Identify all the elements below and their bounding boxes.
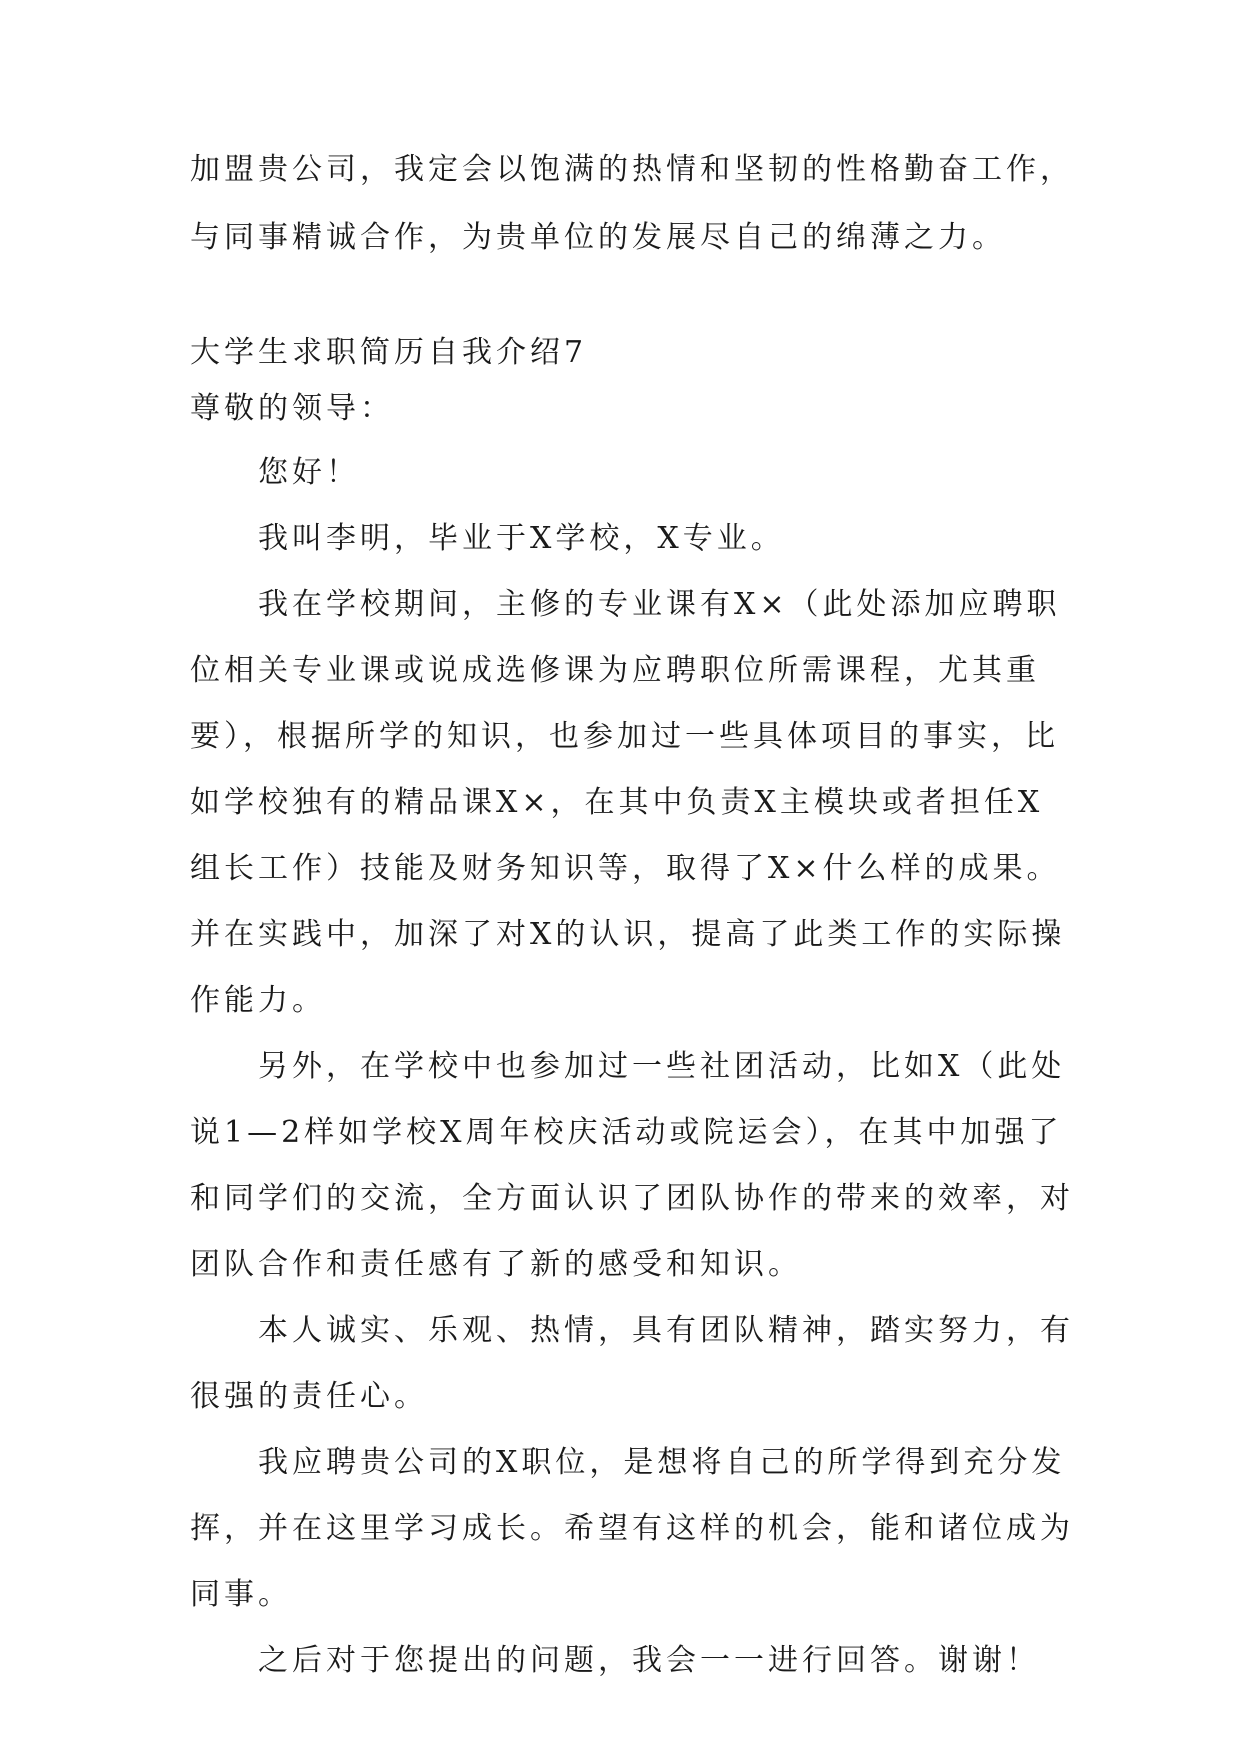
para-position-line-3: 同事。 [190,1577,292,1612]
para-position-line-1: 我应聘贵公司的X职位，是想将自己的所学得到充分发 [258,1445,1066,1480]
para-intro: 我叫李明，毕业于X学校，X专业。 [258,521,785,556]
para-character-line-1: 本人诚实、乐观、热情，具有团队精神，踏实努力，有 [258,1313,1074,1348]
para-activities-line-1: 另外，在学校中也参加过一些社团活动，比如X（此处 [258,1049,1066,1084]
para-closing: 之后对于您提出的问题，我会一一进行回答。谢谢！ [258,1643,1040,1678]
para-courses-line-2: 位相关专业课或说成选修课为应聘职位所需课程，尤其重 [190,653,1040,688]
para-character-line-2: 很强的责任心。 [190,1379,428,1414]
para-courses-line-1: 我在学校期间，主修的专业课有X×（此处添加应聘职 [258,587,1061,622]
greeting: 您好！ [258,455,360,490]
para-courses-line-3: 要），根据所学的知识，也参加过一些具体项目的事实，比 [190,719,1059,754]
salutation: 尊敬的领导： [190,391,394,426]
para-activities-line-2: 说1—2样如学校X周年校庆活动或院运会），在其中加强了 [190,1115,1063,1150]
para-activities-line-4: 团队合作和责任感有了新的感受和知识。 [190,1247,802,1282]
para-activities-line-3: 和同学们的交流，全方面认识了团队协作的带来的效率，对 [190,1181,1074,1216]
para-courses-line-6: 并在实践中，加深了对X的认识，提高了此类工作的实际操 [190,917,1066,952]
para-courses-line-7: 作能力。 [190,983,326,1018]
para-position-line-2: 挥，并在这里学习成长。希望有这样的机会，能和诸位成为 [190,1511,1074,1546]
continuation-line-2: 与同事精诚合作，为贵单位的发展尽自己的绵薄之力。 [190,220,1006,255]
section-title: 大学生求职简历自我介绍7 [190,335,588,370]
para-courses-line-4: 如学校独有的精品课X×，在其中负责X主模块或者担任X [190,785,1044,820]
para-courses-line-5: 组长工作）技能及财务知识等，取得了X×什么样的成果。 [190,851,1061,886]
continuation-line-1: 加盟贵公司，我定会以饱满的热情和坚韧的性格勤奋工作， [190,152,1074,187]
